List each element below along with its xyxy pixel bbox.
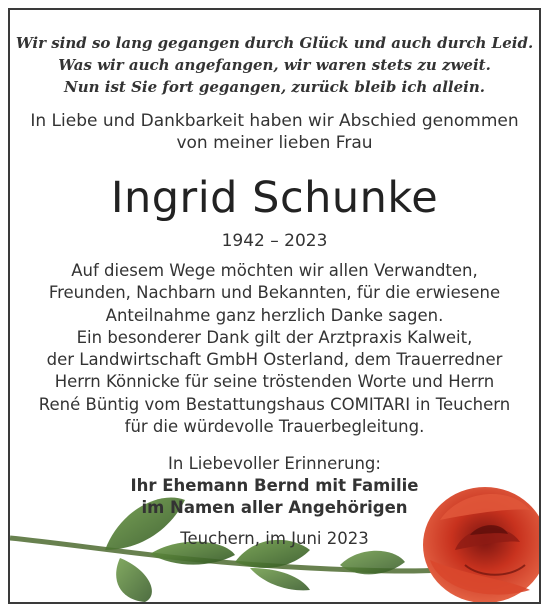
thanks-line: Anteilnahme ganz herzlich Danke sagen. xyxy=(105,305,444,325)
thanks-line: der Landwirtschaft GmbH Osterland, dem Trauerredner xyxy=(46,350,503,370)
thanks-line: Herrn Könnicke für seine tröstenden Worte und Herrn xyxy=(54,372,495,392)
poem-line: Nun ist Sie fort gegangen, zurück bleib ich allein. xyxy=(64,78,485,96)
thanks-line: für die würdevolle Trauerbegleitung. xyxy=(124,417,425,437)
closing-block xyxy=(10,453,539,519)
poem xyxy=(10,32,539,98)
thanks-line: René Büntig vom Bestattungshaus COMITARI in Teuchern xyxy=(38,394,511,414)
thanks-line: Freunden, Nachbarn und Bekannten, für die erwiesene xyxy=(48,283,501,303)
place-date: Teuchern, im Juni 2023 xyxy=(180,529,369,548)
intro-line: von meiner lieben Frau xyxy=(176,133,373,153)
remembrance-text: In Liebevoller Erinnerung: xyxy=(168,454,381,473)
signature-line: Ihr Ehemann Bernd mit Familie xyxy=(130,476,419,495)
obituary-card xyxy=(8,8,541,604)
deceased-name: Ingrid Schunke xyxy=(110,173,439,223)
thanks-text xyxy=(10,260,539,438)
intro-line: In Liebe und Dankbarkeit haben wir Abschied genommen xyxy=(30,111,519,131)
thanks-line: Auf diesem Wege möchten wir allen Verwandten, xyxy=(71,261,478,280)
signature-line: im Namen aller Angehörigen xyxy=(141,498,408,517)
poem-line: Was wir auch angefangen, wir waren stets zu zweit. xyxy=(58,56,491,74)
life-years: 1942 – 2023 xyxy=(221,231,328,251)
poem-line: Wir sind so lang gegangen durch Glück und auch durch Leid. xyxy=(15,34,534,52)
intro-text xyxy=(10,110,539,154)
thanks-line: Ein besonderer Dank gilt der Arztpraxis Kalweit, xyxy=(76,327,473,347)
